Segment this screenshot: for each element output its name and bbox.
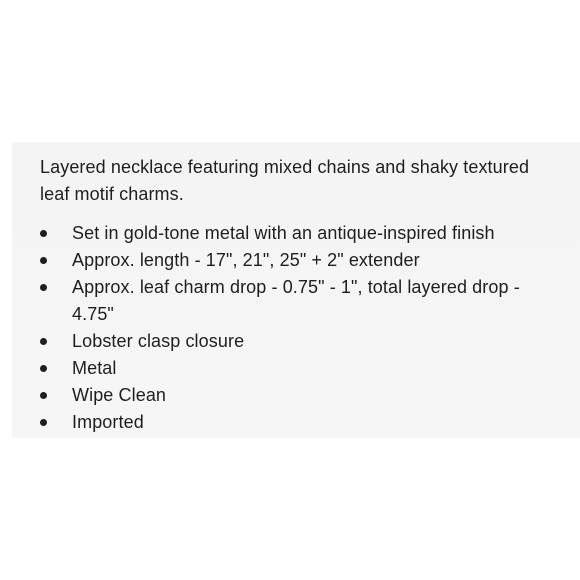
feature-text: Set in gold-tone metal with an antique-inspired finish: [72, 223, 495, 243]
feature-item: [40, 355, 558, 382]
bullet-dot-icon: [40, 365, 47, 372]
feature-item: [40, 247, 558, 274]
feature-item: [40, 274, 558, 328]
product-description-panel: [12, 142, 580, 438]
feature-text: Wipe Clean: [72, 385, 167, 405]
feature-text: Metal: [72, 358, 117, 378]
feature-text: Approx. leaf charm drop - 0.75" - 1", total layered drop - 4.75": [72, 277, 520, 324]
bullet-dot-icon: [40, 392, 47, 399]
feature-text: Approx. length - 17", 21", 25" + 2" extender: [72, 250, 420, 270]
feature-item: [40, 220, 558, 247]
feature-item: [40, 328, 558, 355]
feature-text: Lobster clasp closure: [72, 331, 245, 351]
bullet-dot-icon: [40, 284, 47, 291]
description-intro: Layered necklace featuring mixed chains and shaky textured leaf motif charms.: [40, 157, 530, 204]
bullet-dot-icon: [40, 257, 47, 264]
feature-list: [40, 220, 558, 436]
bullet-dot-icon: [40, 338, 47, 345]
feature-item: [40, 409, 558, 436]
feature-item: [40, 382, 558, 409]
bullet-dot-icon: [40, 419, 47, 426]
feature-text: Imported: [72, 412, 144, 432]
bullet-dot-icon: [40, 230, 47, 237]
